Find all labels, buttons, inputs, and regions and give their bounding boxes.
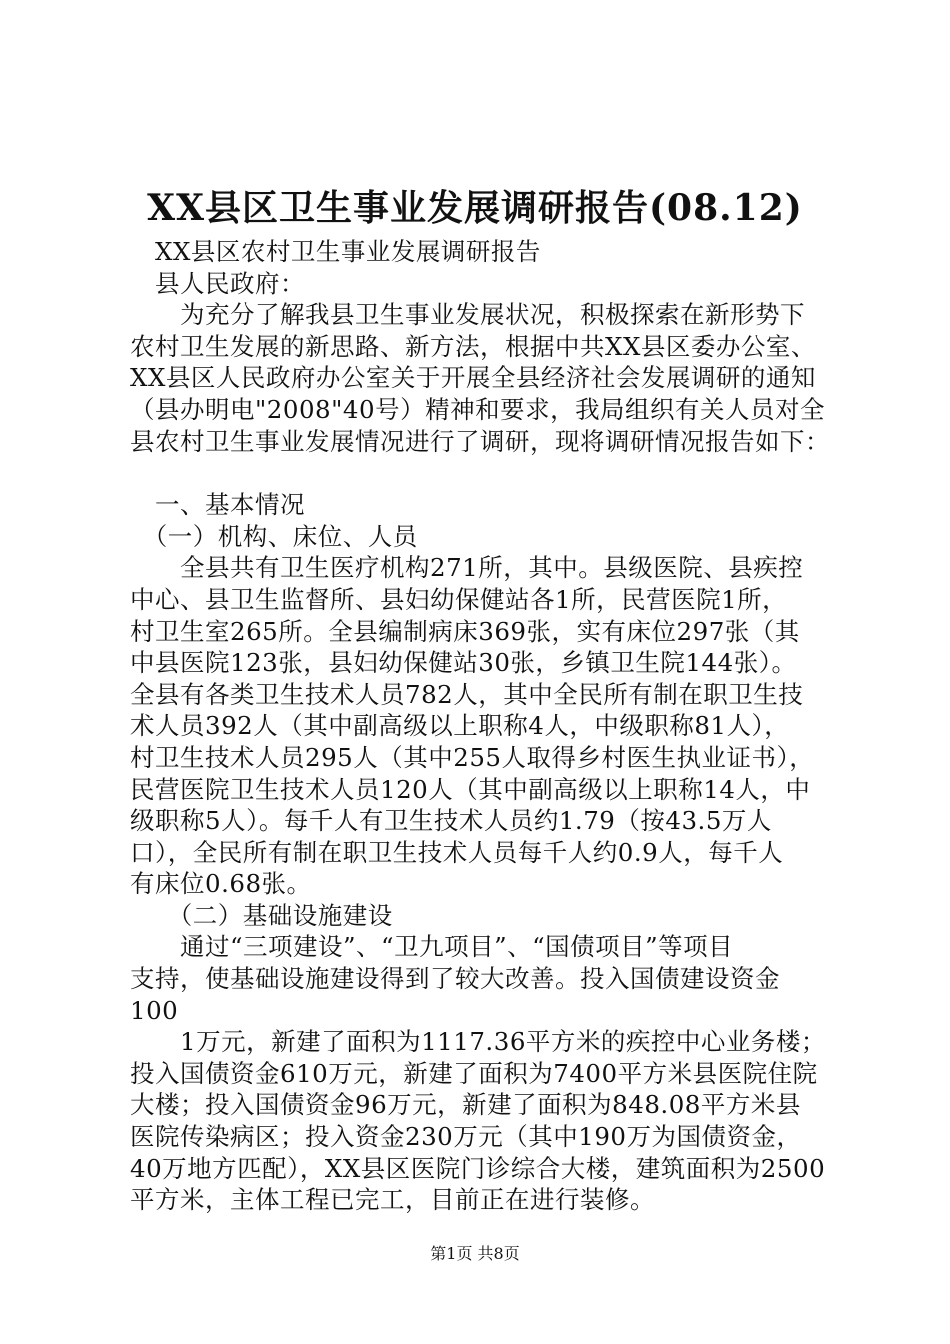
text-line: XX县区农村卫生事业发展调研报告 <box>130 237 541 266</box>
text-line: 支持，使基础设施建设得到了较大改善。投入国债建设资金 <box>130 964 780 994</box>
text-line: 通过“三项建设”、“卫九项目”、“国债项目”等项目 <box>130 932 734 962</box>
text-line: 医院传染病区；投入资金230万元（其中190万为国债资金， <box>130 1122 802 1152</box>
text-line: 级职称5人）。每千人有卫生技术人员约1.79（按43.5万人 <box>130 806 772 836</box>
text-line: XX县区人民政府办公室关于开展全县经济社会发展调研的通知 <box>130 363 816 393</box>
text-line: 1万元，新建了面积为1117.36平方米的疾控中心业务楼； <box>130 1027 826 1057</box>
text-line: 大楼；投入国债资金96万元，新建了面积为848.08平方米县 <box>130 1090 801 1120</box>
text-line: 口），全民所有制在职卫生技术人员每千人约0.9人，每千人 <box>130 837 784 867</box>
page-footer: 第1页 共8页 <box>430 1244 520 1263</box>
document-body <box>130 236 850 1216</box>
subsection-heading: （二）基础设施建设 <box>130 900 393 930</box>
text-line: 平方米，主体工程已完工，目前正在进行装修。 <box>130 1185 655 1215</box>
text-line: 100 <box>130 995 179 1025</box>
text-line: 农村卫生发展的新思路、新方法，根据中共XX县区委办公室、 <box>130 331 816 361</box>
text-line: 有床位0.68张。 <box>130 869 312 899</box>
text-line: 县人民政府： <box>130 268 305 298</box>
text-line: 村卫生技术人员295人（其中255人取得乡村医生执业证书）， <box>130 742 815 772</box>
text-line: 40万地方匹配），XX县区医院门诊综合大楼，建筑面积为2500 <box>130 1153 826 1183</box>
text-line: 术人员392人（其中副高级以上职称4人，中级职称81人）， <box>130 711 790 741</box>
text-line: 全县有各类卫生技术人员782人，其中全民所有制在职卫生技 <box>130 679 804 709</box>
text-line: 民营医院卫生技术人员120人（其中副高级以上职称14人，中 <box>130 774 811 804</box>
section-heading: 一、基本情况 <box>130 490 305 520</box>
subsection-heading: （一）机构、床位、人员 <box>130 521 418 551</box>
text-line: 县农村卫生事业发展情况进行了调研，现将调研情况报告如下： <box>130 426 830 456</box>
paragraph-gap <box>130 457 850 489</box>
document-title: XX县区卫生事业发展调研报告(08.12) <box>147 187 803 229</box>
text-line: 中心、县卫生监督所、县妇幼保健站各1所，民营医院1所， <box>130 584 788 614</box>
text-line: 为充分了解我县卫生事业发展状况，积极探索在新形势下 <box>130 300 805 330</box>
text-line: 投入国债资金610万元，新建了面积为7400平方米县医院住院 <box>130 1058 818 1088</box>
text-line: 全县共有卫生医疗机构271所，其中。县级医院、县疾控 <box>130 553 804 583</box>
text-line: （县办明电"2008"40号）精神和要求，我局组织有关人员对全 <box>130 394 826 424</box>
text-line: 村卫生室265所。全县编制病床369张，实有床位297张（其 <box>130 616 800 646</box>
text-line: 中县医院123张，县妇幼保健站30张，乡镇卫生院144张）。 <box>130 648 797 678</box>
